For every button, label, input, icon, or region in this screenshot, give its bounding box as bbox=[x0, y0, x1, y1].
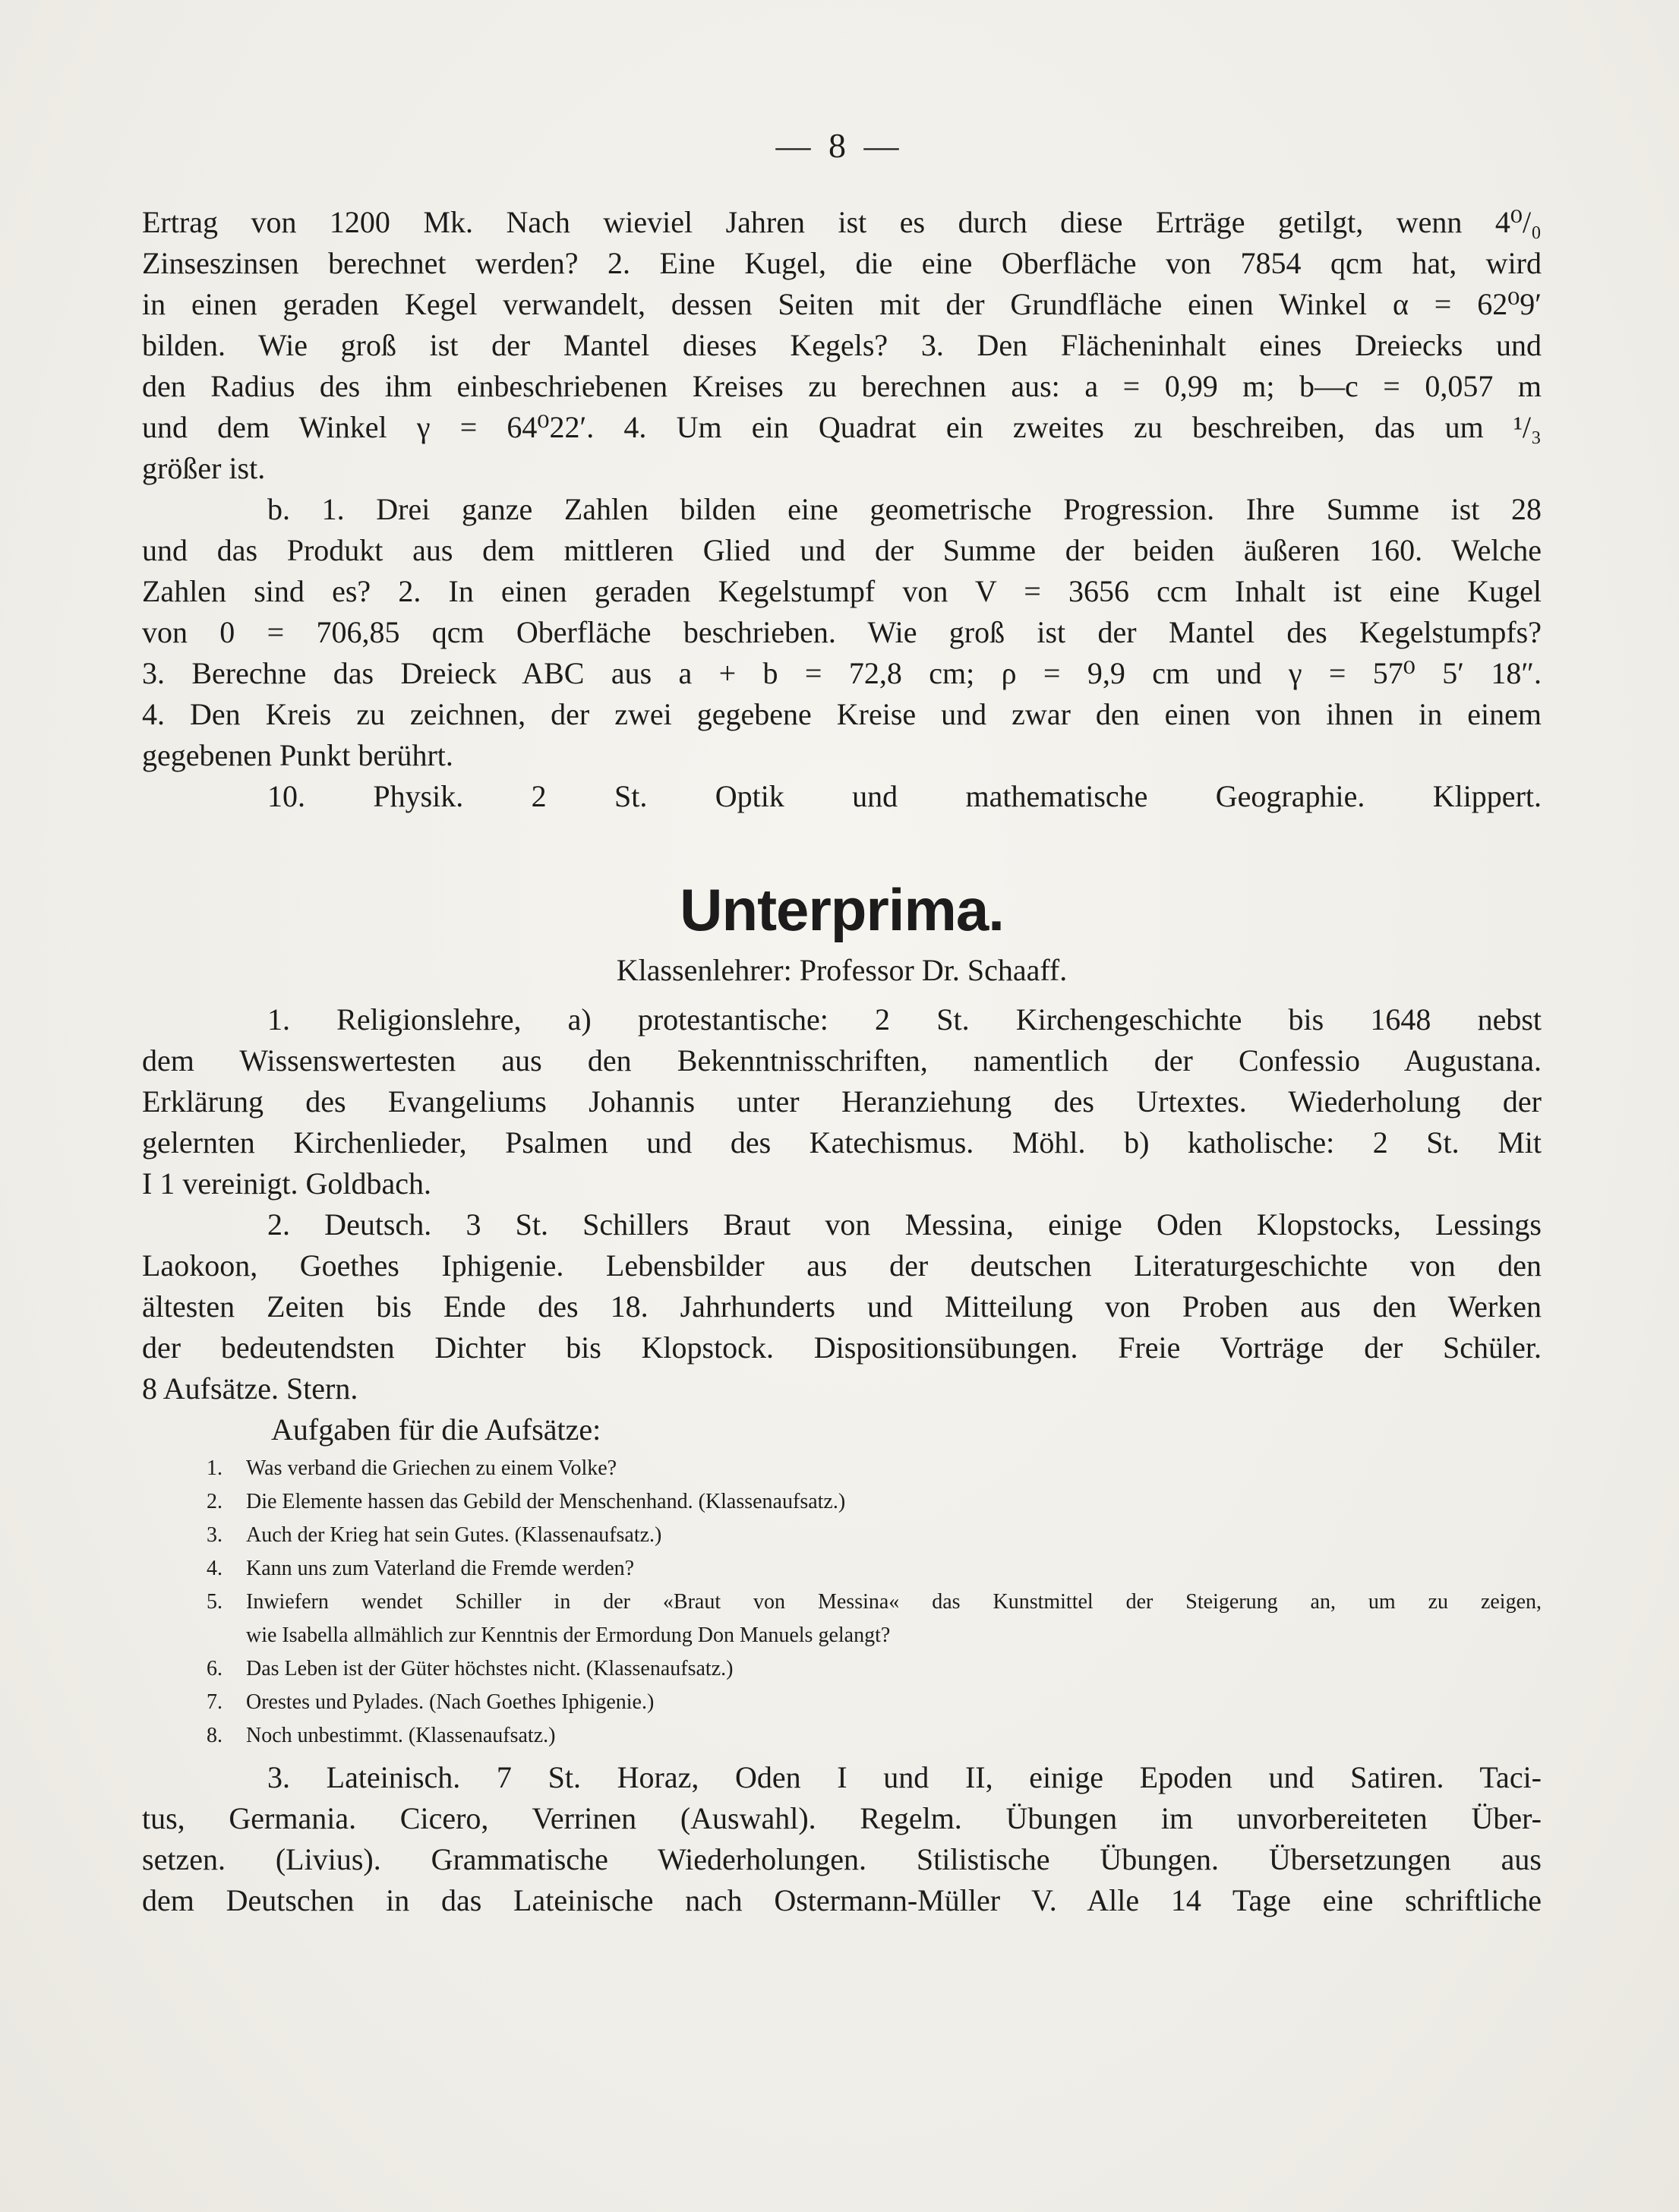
text-line: Laokoon, Goethes Iphigenie. Lebensbilder aus der deutschen Literaturgeschichte von den bbox=[142, 1248, 1542, 1283]
text-line: ältesten Zeiten bis Ende des 18. Jahrhunderts und Mitteilung von Proben aus den Werken bbox=[142, 1289, 1542, 1324]
text-line: dem Deutschen in das Lateinische nach Ostermann-Müller V. Alle 14 Tage eine schriftliche bbox=[142, 1883, 1542, 1917]
section-title: Unterprima. bbox=[680, 876, 1004, 943]
text-line: 3. Berechne das Dreieck ABC aus a + b = 72,8 cm; ρ = 9,9 cm und γ = 57⁰ 5′ 18″. bbox=[142, 656, 1542, 690]
class-teacher: Klassenlehrer: Professor Dr. Schaaff. bbox=[616, 953, 1068, 987]
task-number: 4. bbox=[207, 1557, 222, 1580]
text-line: b. 1. Drei ganze Zahlen bilden eine geometrische Progression. Ihre Summe ist 28 bbox=[267, 492, 1542, 526]
task-item bbox=[207, 1686, 1542, 1719]
task-item bbox=[207, 1719, 1542, 1753]
task-text: Die Elemente hassen das Gebild der Menschenhand. (Klassenaufsatz.) bbox=[246, 1490, 846, 1513]
task-number: 8. bbox=[207, 1724, 222, 1747]
task-item bbox=[207, 1485, 1542, 1519]
task-item bbox=[207, 1452, 1542, 1485]
task-text: Orestes und Pylades. (Nach Goethes Iphigenie.) bbox=[246, 1690, 655, 1714]
task-number: 7. bbox=[207, 1690, 222, 1714]
task-number: 5. bbox=[207, 1590, 222, 1614]
subject-latein: 3. Lateinisch. 7 St. Horaz, Oden I und II, einige Epoden und Satiren. Taci- bbox=[267, 1760, 1542, 1794]
subject-deutsch: 2. Deutsch. 3 St. Schillers Braut von Messina, einige Oden Klopstocks, Lessings bbox=[267, 1207, 1542, 1242]
task-number: 3. bbox=[207, 1523, 222, 1547]
text-line: tus, Germania. Cicero, Verrinen (Auswahl). Regelm. Übungen im unvorbereiteten Über- bbox=[142, 1801, 1542, 1835]
task-item-continued bbox=[207, 1619, 1542, 1652]
text-line: der bedeutendsten Dichter bis Klopstock. Dispositionsübungen. Freie Vorträge der Schüler. bbox=[142, 1330, 1542, 1365]
text-line: bilden. Wie groß ist der Mantel dieses Kegels? 3. Den Flächeninhalt eines Dreiecks und bbox=[142, 328, 1542, 362]
text-line: von 0 = 706,85 qcm Oberfläche beschrieben. Wie groß ist der Mantel des Kegelstumpfs? bbox=[142, 615, 1542, 649]
text-line: Erklärung des Evangeliums Johannis unter Heranziehung des Urtextes. Wiederholung der bbox=[142, 1084, 1542, 1119]
text-line: den Radius des ihm einbeschriebenen Kreises zu berechnen aus: a = 0,99 m; b—c = 0,057 m bbox=[142, 369, 1542, 403]
task-text: Auch der Krieg hat sein Gutes. (Klassenaufsatz.) bbox=[246, 1523, 662, 1547]
text-line: und das Produkt aus dem mittleren Glied und der Summe der beiden äußeren 160. Welche bbox=[142, 533, 1542, 567]
text-line: Zinseszinsen berechnet werden? 2. Eine Kugel, die eine Oberfläche von 7854 qcm hat, wird bbox=[142, 246, 1542, 280]
task-text: Inwiefern wendet Schiller in der «Braut von Messina« das Kunstmittel der Steigerung an, um zu zeigen, bbox=[246, 1590, 1542, 1614]
text-line: 4. Den Kreis zu zeichnen, der zwei gegebene Kreise und zwar den einen von ihnen in einem bbox=[142, 697, 1542, 731]
task-item bbox=[207, 1586, 1542, 1619]
task-text: Was verband die Griechen zu einem Volke? bbox=[246, 1456, 617, 1480]
task-number: 6. bbox=[207, 1657, 222, 1680]
text-line: größer ist. bbox=[142, 451, 266, 485]
task-text: Noch unbestimmt. (Klassenaufsatz.) bbox=[246, 1724, 556, 1747]
task-text: Das Leben ist der Güter höchstes nicht. (Klassenaufsatz.) bbox=[246, 1657, 734, 1680]
subject-physik: 10. Physik. 2 St. Optik und mathematische Geographie. Klippert. bbox=[267, 779, 1542, 813]
text-line: setzen. (Livius). Grammatische Wiederholungen. Stilistische Übungen. Übersetzungen aus bbox=[142, 1842, 1542, 1876]
task-number: 1. bbox=[207, 1456, 222, 1480]
text-line: gegebenen Punkt berührt. bbox=[142, 738, 453, 772]
text-line: Ertrag von 1200 Mk. Nach wieviel Jahren ist es durch diese Erträge getilgt, wenn 4⁰/₀ bbox=[142, 205, 1542, 239]
task-text: wie Isabella allmählich zur Kenntnis der Ermordung Don Manuels gelangt? bbox=[246, 1624, 891, 1647]
text-line: und dem Winkel γ = 64⁰22′. 4. Um ein Quadrat ein zweites zu beschreiben, das um ¹/₃ bbox=[142, 410, 1542, 444]
task-item bbox=[207, 1519, 1542, 1552]
text-line: gelernten Kirchenlieder, Psalmen und des Katechismus. Möhl. b) katholische: 2 St. Mit bbox=[142, 1125, 1542, 1160]
tasks-title: Aufgaben für die Aufsätze: bbox=[271, 1412, 601, 1447]
text-line: I 1 vereinigt. Goldbach. bbox=[142, 1166, 431, 1201]
page-number: — 8 — bbox=[775, 126, 904, 165]
task-item bbox=[207, 1652, 1542, 1686]
text-line: Zahlen sind es? 2. In einen geraden Kegelstumpf von V = 3656 ccm Inhalt ist eine Kugel bbox=[142, 574, 1542, 608]
task-text: Kann uns zum Vaterland die Fremde werden? bbox=[246, 1557, 635, 1580]
subject-religion: 1. Religionslehre, a) protestantische: 2 St. Kirchengeschichte bis 1648 nebst bbox=[267, 1002, 1542, 1037]
text-line: 8 Aufsätze. Stern. bbox=[142, 1371, 358, 1406]
text-line: dem Wissenswertesten aus den Bekenntnisschriften, namentlich der Confessio Augustana. bbox=[142, 1043, 1542, 1078]
task-item bbox=[207, 1552, 1542, 1586]
text-line: in einen geraden Kegel verwandelt, dessen Seiten mit der Grundfläche einen Winkel α = 62⁰9′ bbox=[142, 287, 1542, 321]
task-number: 2. bbox=[207, 1490, 222, 1513]
